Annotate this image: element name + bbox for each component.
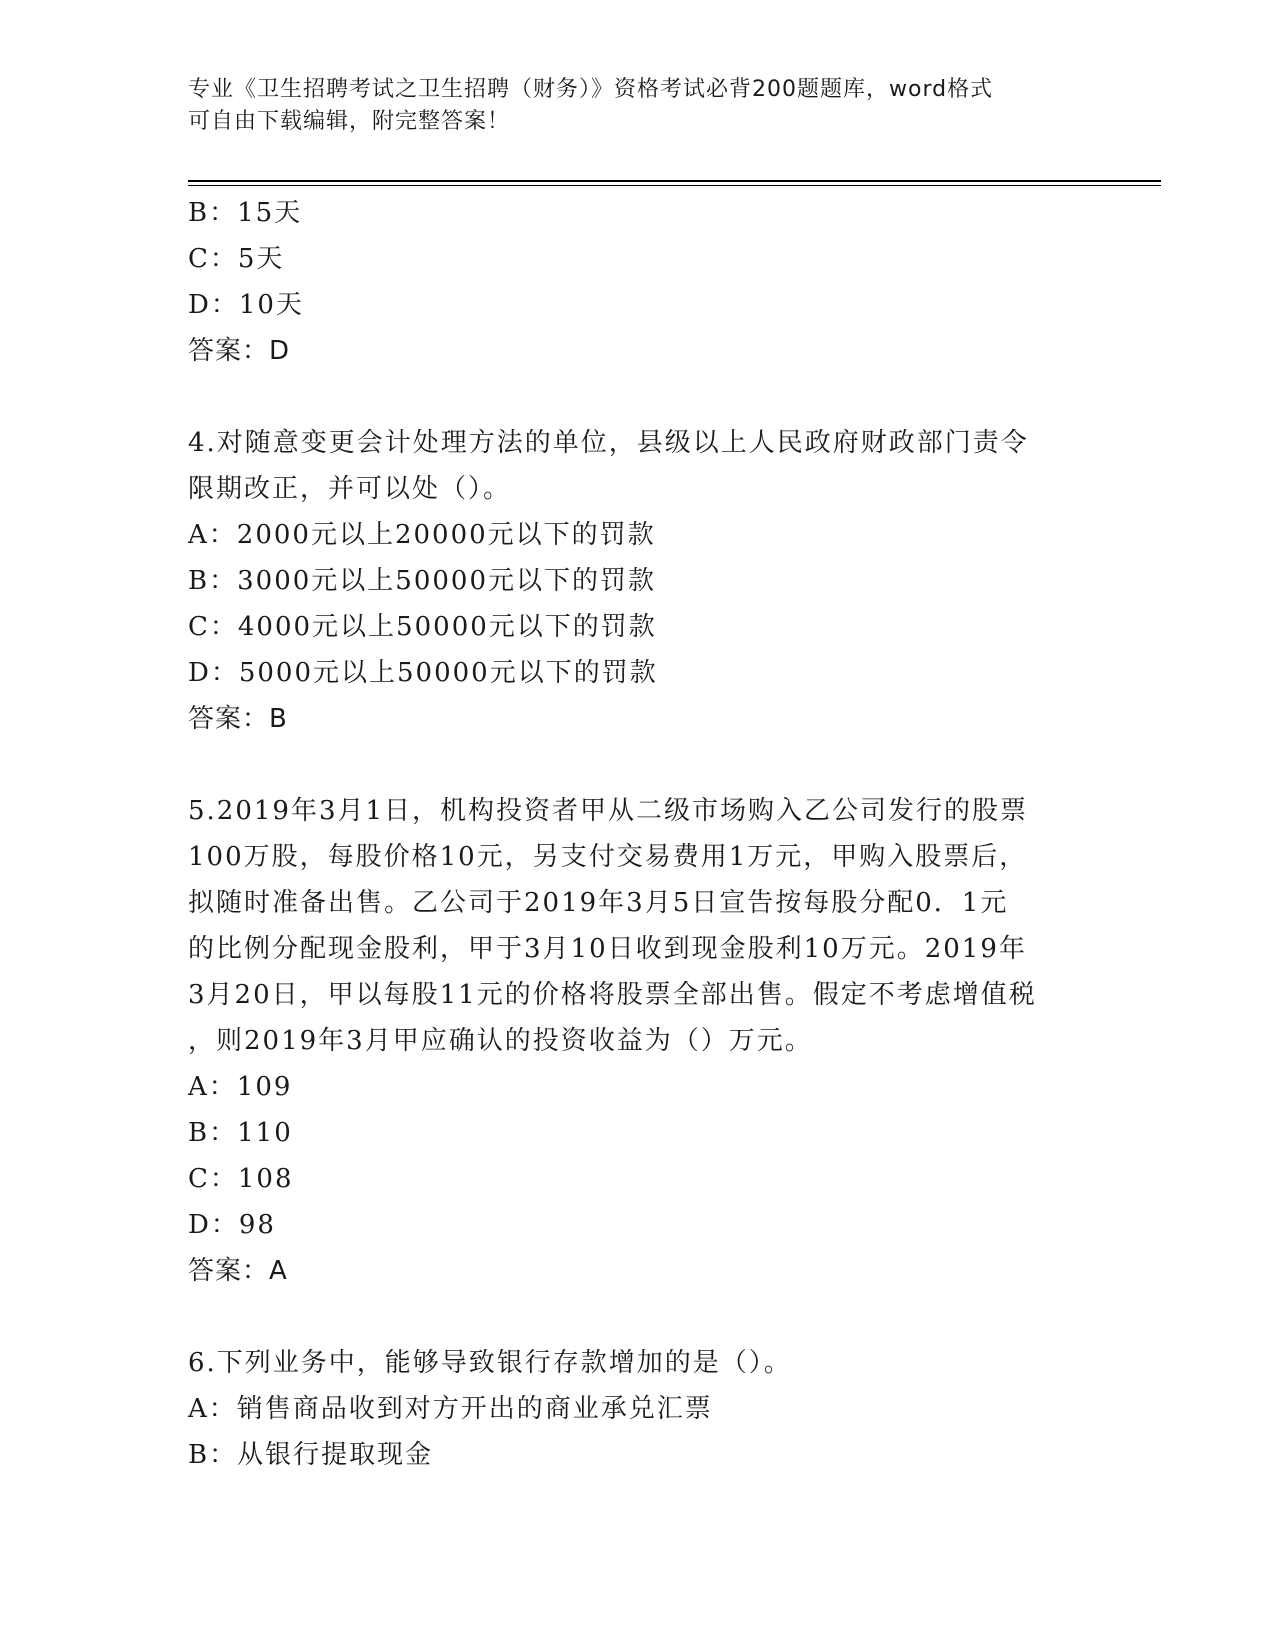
- option-d: D：10天: [188, 290, 304, 320]
- stem-line: 的比例分配现金股利，甲于3月10日收到现金股利10万元。2019年: [188, 934, 1027, 964]
- question-5: [188, 788, 1088, 1294]
- stem-line: 拟随时准备出售。乙公司于2019年3月5日宣告按每股分配0．1元: [188, 888, 1009, 918]
- question-6: [188, 1340, 1088, 1478]
- stem-line: 100万股，每股价格10元，另支付交易费用1万元，甲购入股票后，: [188, 842, 1028, 872]
- stem-line: 6.下列业务中，能够导致银行存款增加的是（）。: [188, 1348, 792, 1378]
- answer-label: 答案：D: [188, 336, 291, 366]
- question-stem: [188, 420, 1088, 512]
- option-a: A：销售商品收到对方开出的商业承兑汇票: [188, 1394, 713, 1424]
- answer-label: 答案：A: [188, 1256, 288, 1286]
- option-b: B：3000元以上50000元以下的罚款: [188, 566, 656, 596]
- spacer: [188, 1294, 1088, 1340]
- header-divider-thick: [188, 180, 1161, 182]
- option-c: C：4000元以上50000元以下的罚款: [188, 612, 657, 642]
- option-b: B：15天: [188, 198, 303, 228]
- option-d: D：5000元以上50000元以下的罚款: [188, 658, 658, 688]
- question-list: [188, 190, 1088, 1478]
- option-c: C：108: [188, 1164, 294, 1194]
- stem-line: 3月20日，甲以每股11元的价格将股票全部出售。假定不考虑增值税: [188, 980, 1037, 1010]
- option-b: B：从银行提取现金: [188, 1440, 434, 1470]
- question-stem: [188, 1340, 1088, 1386]
- header-line-1: 专业《卫生招聘考试之卫生招聘（财务）》资格考试必背200题题库，word格式: [188, 77, 994, 102]
- option-a: A：2000元以上20000元以下的罚款: [188, 520, 656, 550]
- spacer: [188, 742, 1088, 788]
- spacer: [188, 374, 1088, 420]
- question-stem: [188, 788, 1088, 1064]
- stem-line: 限期改正，并可以处（）。: [188, 474, 512, 504]
- option-c: C：5天: [188, 244, 285, 274]
- option-a: A：109: [188, 1072, 293, 1102]
- stem-line: 5.2019年3月1日，机构投资者甲从二级市场购入乙公司发行的股票: [188, 796, 1029, 826]
- header-line-2: 可自由下载编辑，附完整答案！: [188, 109, 511, 134]
- document-header: [188, 74, 1088, 138]
- question-4: [188, 420, 1088, 742]
- option-b: B：110: [188, 1118, 293, 1148]
- stem-line: ，则2019年3月甲应确认的投资收益为（）万元。: [188, 1026, 813, 1056]
- stem-line: 4.对随意变更会计处理方法的单位，县级以上人民政府财政部门责令: [188, 428, 1029, 458]
- header-divider-thin: [188, 185, 1161, 186]
- answer-label: 答案：B: [188, 704, 288, 734]
- question-3: [188, 190, 1088, 374]
- option-d: D：98: [188, 1210, 276, 1240]
